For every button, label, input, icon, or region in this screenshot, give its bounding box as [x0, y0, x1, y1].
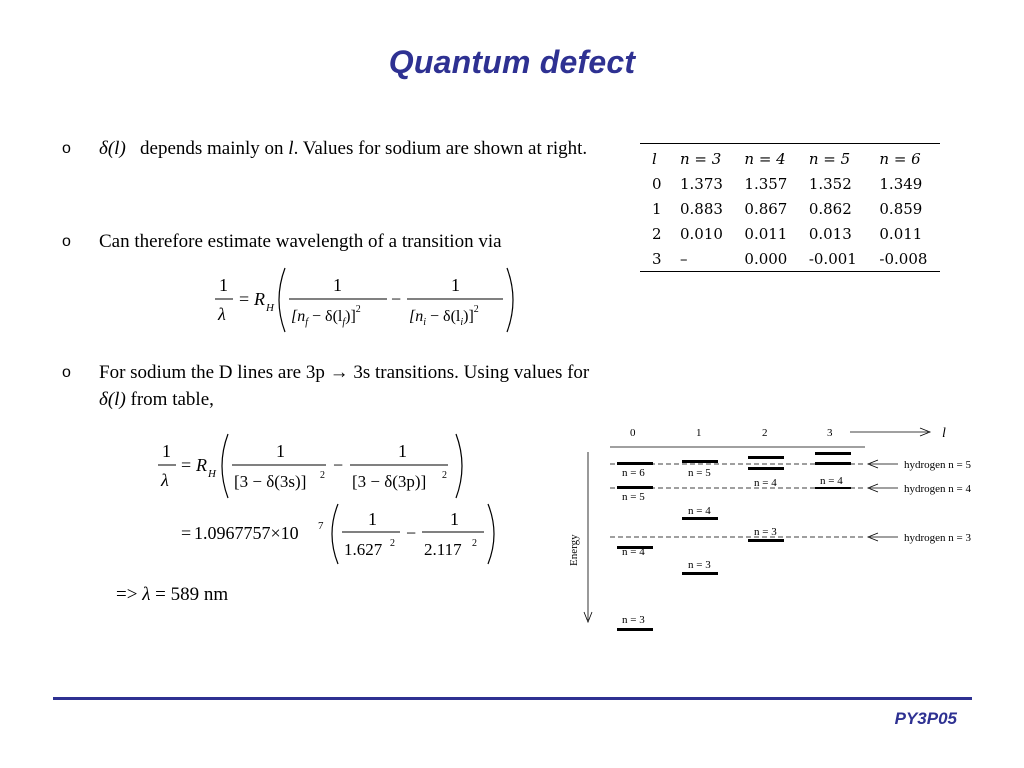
bullet-text: Can therefore estimate wavelength of a transition via — [99, 231, 502, 252]
bullet-text — [99, 359, 596, 413]
formula-coef: 1.0967757×10 — [194, 523, 299, 543]
table-row — [640, 221, 940, 246]
term1-sub: f — [305, 317, 309, 328]
svg-text:[ni − δ(li)]2 — [409, 304, 479, 328]
formula-lhs-num: 1 — [219, 275, 228, 295]
table-cell: -0.008 — [879, 249, 928, 268]
table-row — [640, 171, 940, 196]
term2-mid: − δ(l — [426, 308, 461, 325]
table-cell: 1.349 — [879, 174, 923, 193]
quantum-defect-table — [640, 143, 940, 272]
table-cell: 0.011 — [879, 224, 923, 243]
term2-num: 1 — [451, 275, 460, 295]
hydrogen-n3-label: hydrogen n = 3 — [904, 532, 971, 544]
table-cell: 0.859 — [879, 199, 923, 218]
d-level-n4: n = 4 — [754, 477, 777, 489]
table-cell: – — [680, 249, 688, 268]
p-level-n5: n = 5 — [688, 467, 711, 479]
delta-symbol: δ(l) — [99, 138, 126, 159]
hydrogen-n4-label: hydrogen n = 4 — [904, 483, 971, 495]
delta-symbol: δ(l) — [99, 389, 126, 410]
term4-den: 2.117 — [424, 540, 462, 559]
table-cell: 0.862 — [808, 199, 852, 218]
term1-exp: 2 — [320, 470, 325, 481]
slide-title: Quantum defect — [388, 44, 636, 80]
energy-level-diagram — [560, 420, 1000, 635]
table-cell: 1.373 — [680, 174, 723, 193]
table-row — [640, 246, 940, 271]
formula-minus: − — [406, 523, 417, 543]
table-cell: 2 — [652, 224, 662, 243]
term1-num: 1 — [333, 275, 342, 295]
course-code: PY3P05 — [894, 709, 957, 728]
bullet-mark: o — [62, 140, 71, 157]
table-cell: 1.357 — [744, 174, 788, 193]
result-arrow: => — [116, 584, 138, 605]
term1-den: [n — [291, 308, 306, 325]
formula-coef-exp: 7 — [318, 520, 324, 532]
formula-minus: − — [391, 289, 402, 309]
l-axis-label: l — [942, 426, 946, 441]
table-header-row — [640, 144, 940, 171]
table-cell: 0.010 — [680, 224, 723, 243]
bullet-text-part: For sodium the D lines are 3p → 3s transitions. Using values for — [99, 362, 590, 383]
term2-sub2: i — [460, 317, 464, 328]
term3-num: 1 — [368, 509, 377, 529]
table-cell: 1.352 — [808, 174, 852, 193]
header-cell: n = 6 — [879, 149, 921, 168]
header-cell: l — [652, 149, 657, 168]
term2-den: [n — [409, 308, 424, 325]
sodium-d-line-formula — [150, 430, 510, 570]
svg-text:[nf − δ(lf)]2 — [291, 304, 361, 328]
term1-sub2: f — [342, 317, 346, 328]
term1-num: 1 — [276, 441, 285, 461]
rydberg-sub: H — [266, 302, 274, 314]
bullet-text-part: depends mainly on — [140, 138, 284, 159]
formula-lhs-den: λ — [218, 304, 226, 324]
s-level-n5: n = 5 — [622, 491, 645, 503]
l-tick-1: 1 — [696, 427, 702, 439]
hydrogen-n5-label: hydrogen n = 5 — [904, 459, 971, 471]
table-cell: 0 — [652, 174, 662, 193]
wavelength-formula — [205, 264, 525, 336]
formula-lhs-den: λ — [161, 470, 169, 490]
table-cell: 0.000 — [744, 249, 788, 268]
term2-exp: 2 — [442, 470, 447, 481]
table-bottom-rule — [640, 271, 940, 272]
term1-exp: 2 — [355, 304, 361, 315]
header-cell: n = 3 — [680, 149, 722, 168]
lambda-symbol: λ — [142, 584, 151, 605]
term2-den: [3 − δ(3p)] — [352, 472, 427, 491]
p-level-n3: n = 3 — [688, 559, 711, 571]
rydberg-symbol: R — [196, 455, 207, 475]
table-cell: 1 — [652, 199, 662, 218]
term4-num: 1 — [450, 509, 459, 529]
formula-eq: = — [181, 455, 192, 475]
term3-den: 1.627 — [344, 540, 383, 559]
formula-eq2: = — [181, 523, 192, 543]
rydberg-symbol: R — [254, 289, 265, 309]
table-cell: 3 — [652, 249, 662, 268]
term2-end: )] — [463, 308, 474, 325]
l-tick-0: 0 — [630, 427, 636, 439]
l-symbol: l — [288, 138, 294, 159]
header-cell: n = 4 — [744, 149, 786, 168]
formula-eq: = — [239, 289, 250, 309]
bullet-mark: o — [62, 233, 71, 250]
term2-num: 1 — [398, 441, 407, 461]
rydberg-sub: H — [208, 468, 216, 480]
bullet-text — [99, 135, 596, 162]
term1-end: )] — [345, 308, 356, 325]
term4-exp: 2 — [472, 538, 477, 549]
bullet-mark: o — [62, 364, 71, 381]
term1-mid: − δ(l — [308, 308, 343, 325]
table-cell: 0.867 — [744, 199, 788, 218]
s-level-n4: n = 4 — [622, 546, 645, 558]
table-cell: 0.883 — [680, 199, 723, 218]
table-cell: 0.011 — [744, 224, 788, 243]
result-line — [116, 584, 228, 606]
f-level-n4: n = 4 — [820, 475, 843, 487]
d-level-n3: n = 3 — [754, 526, 777, 538]
l-tick-2: 2 — [762, 427, 768, 439]
bullet-text-part: from table, — [130, 389, 214, 410]
result-value: = 589 nm — [155, 584, 229, 605]
term2-sub: i — [423, 317, 427, 328]
s-level-n6: n = 6 — [622, 467, 645, 479]
l-tick-3: 3 — [827, 427, 833, 439]
s-level-n3: n = 3 — [622, 614, 645, 626]
header-cell: n = 5 — [808, 149, 851, 168]
bullet-text-part: . Values for sodium are shown at right. — [293, 138, 588, 159]
table-row — [640, 196, 940, 221]
formula-minus: − — [333, 455, 344, 475]
term2-exp: 2 — [473, 304, 479, 315]
table-cell: 0.013 — [808, 224, 852, 243]
footer-rule — [53, 697, 972, 700]
table-cell: -0.001 — [808, 249, 857, 268]
term3-exp: 2 — [390, 538, 395, 549]
energy-axis-label: Energy — [568, 534, 580, 566]
p-level-n4: n = 4 — [688, 505, 711, 517]
term1-den: [3 − δ(3s)] — [234, 472, 307, 491]
formula-lhs-num: 1 — [162, 441, 171, 461]
